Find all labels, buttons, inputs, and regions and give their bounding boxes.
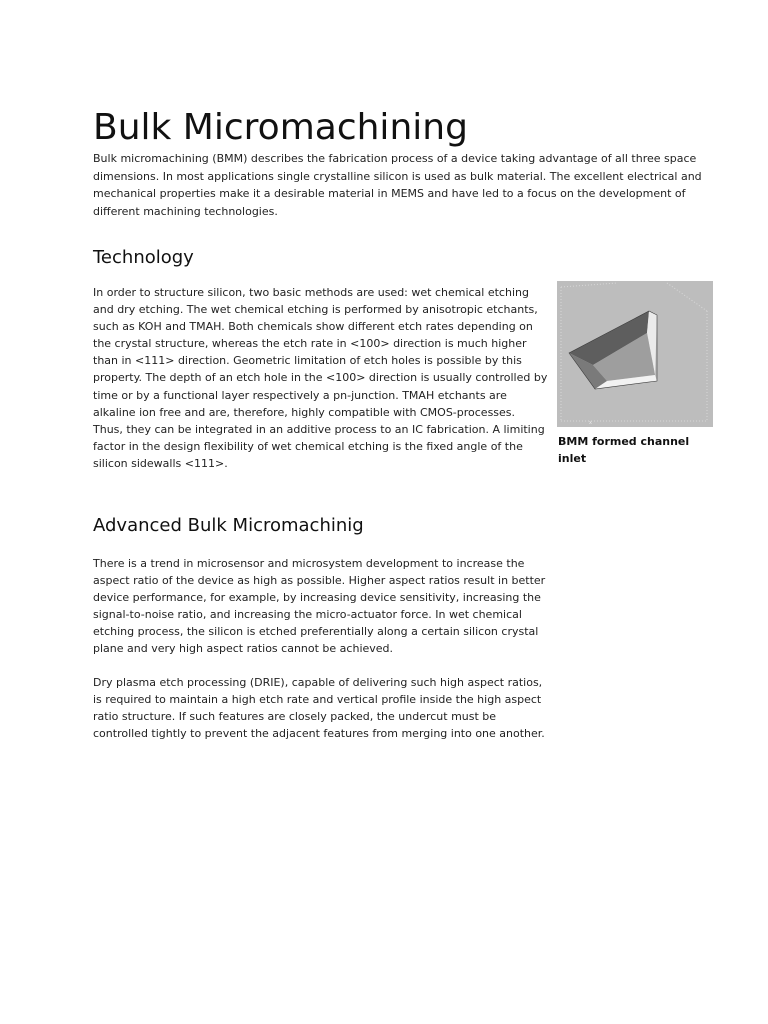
etched-cavity-illustration xyxy=(557,281,713,427)
svg-text:x: x xyxy=(589,420,592,426)
advanced-paragraph-1: There is a trend in microsensor and microsystem development to increase the aspect ratio of the device as high as possible. Higher aspect ratios result in better device performance, for example, by increasing device sensitivity, increasing the signal-to-noise ratio, and increasing the micro-actuator force. In wet chemical etching process, the silicon is etched preferentially along a certain silicon crystal plane and very high aspect ratios cannot be achieved. xyxy=(93,557,546,656)
figure-caption: BMM formed channel inlet xyxy=(558,435,690,465)
bmm-channel-inlet-figure xyxy=(557,281,713,427)
advanced-paragraph-2: Dry plasma etch processing (DRIE), capable of delivering such high aspect ratios, is required to maintain a high etch rate and vertical profile inside the high aspect ratio structure. If such features are closely packed, the undercut must be controlled tightly to prevent the adjacent features from merging into one another. xyxy=(93,676,545,741)
technology-paragraph: In order to structure silicon, two basic methods are used: wet chemical etching and dry etching. The wet chemical etching is performed by anisotropic etchants, such as KOH and TMAH. Both chemicals show different etch rates depending on the crystal structure, whereas the etch rate in <100> direction is much higher than in <111> direction. Geometric limitation of etch holes is possible by this property. The depth of an etch hole in the <100> direction is usually controlled by time or by a functional layer respectively a pn-junction. TMAH etchants are alkaline ion free and are, therefore, highly compatible with CMOS-processes. Thus, they can be integrated in an additive process to an IC fabrication. A limiting factor in the design flexibility of wet chemical etching is the fixed angle of the silicon sidewalls <111>. xyxy=(93,286,548,470)
section-heading-technology: Technology xyxy=(93,247,194,268)
intro-paragraph: Bulk micromachining (BMM) describes the fabrication process of a device taking advantage of all three space dimensions. In most applications single crystalline silicon is used as bulk material. The excellent electrical and mechanical properties make it a desirable material in MEMS and have led to a focus on the development of different machining technologies. xyxy=(93,152,702,218)
page-title: Bulk Micromachining xyxy=(93,107,468,148)
section-heading-advanced: Advanced Bulk Micromachinig xyxy=(93,515,364,536)
